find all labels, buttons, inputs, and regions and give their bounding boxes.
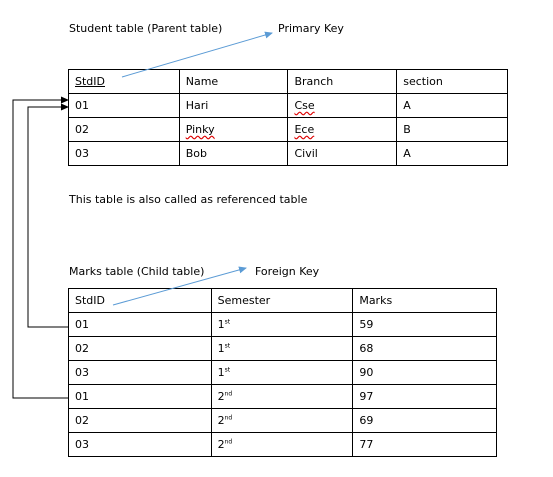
student-header-name: Name [179, 70, 288, 94]
student-stdid-cell: 01 [69, 94, 180, 118]
student-stdid-cell: 02 [69, 118, 180, 142]
marks-stdid-cell: 01 [69, 385, 212, 409]
marks-semester-cell: 2nd [211, 385, 353, 409]
student-branch-cell: Ece [288, 118, 397, 142]
student-section-cell: A [397, 94, 508, 118]
student-name-cell: Pinky [179, 118, 288, 142]
student-name-cell: Hari [179, 94, 288, 118]
student-stdid-cell: 03 [69, 142, 180, 166]
student-header-branch: Branch [288, 70, 397, 94]
marks-header-stdid: StdID [69, 289, 212, 313]
student-branch-cell: Civil [288, 142, 397, 166]
connector-01-outer [13, 100, 68, 398]
connector-01-inner [28, 107, 68, 327]
marks-table-caption: Marks table (Child table) [69, 265, 205, 278]
marks-value-cell: 59 [353, 313, 497, 337]
marks-semester-cell: 1st [211, 337, 353, 361]
student-name-cell: Bob [179, 142, 288, 166]
marks-value-cell: 97 [353, 385, 497, 409]
student-section-cell: B [397, 118, 508, 142]
student-header-stdid: StdID [69, 70, 180, 94]
marks-value-cell: 90 [353, 361, 497, 385]
marks-value-cell: 77 [353, 433, 497, 457]
foreign-key-label: Foreign Key [255, 265, 320, 278]
marks-semester-cell: 2nd [211, 433, 353, 457]
marks-value-cell: 68 [353, 337, 497, 361]
student-header-section: section [397, 70, 508, 94]
referenced-table-note: This table is also called as referenced table [69, 193, 308, 206]
marks-semester-cell: 2nd [211, 409, 353, 433]
marks-semester-cell: 1st [211, 313, 353, 337]
student-section-cell: A [397, 142, 508, 166]
marks-stdid-cell: 02 [69, 409, 212, 433]
marks-header-semester: Semester [211, 289, 353, 313]
student-branch-cell: Cse [288, 94, 397, 118]
marks-value-cell: 69 [353, 409, 497, 433]
marks-semester-cell: 1st [211, 361, 353, 385]
primary-key-arrow [122, 33, 272, 77]
marks-header-marks: Marks [353, 289, 497, 313]
marks-stdid-cell: 01 [69, 313, 212, 337]
primary-key-label: Primary Key [278, 22, 344, 35]
marks-stdid-cell: 03 [69, 361, 212, 385]
marks-stdid-cell: 02 [69, 337, 212, 361]
student-table-caption: Student table (Parent table) [69, 22, 223, 35]
marks-stdid-cell: 03 [69, 433, 212, 457]
foreign-key-arrow [113, 268, 246, 305]
